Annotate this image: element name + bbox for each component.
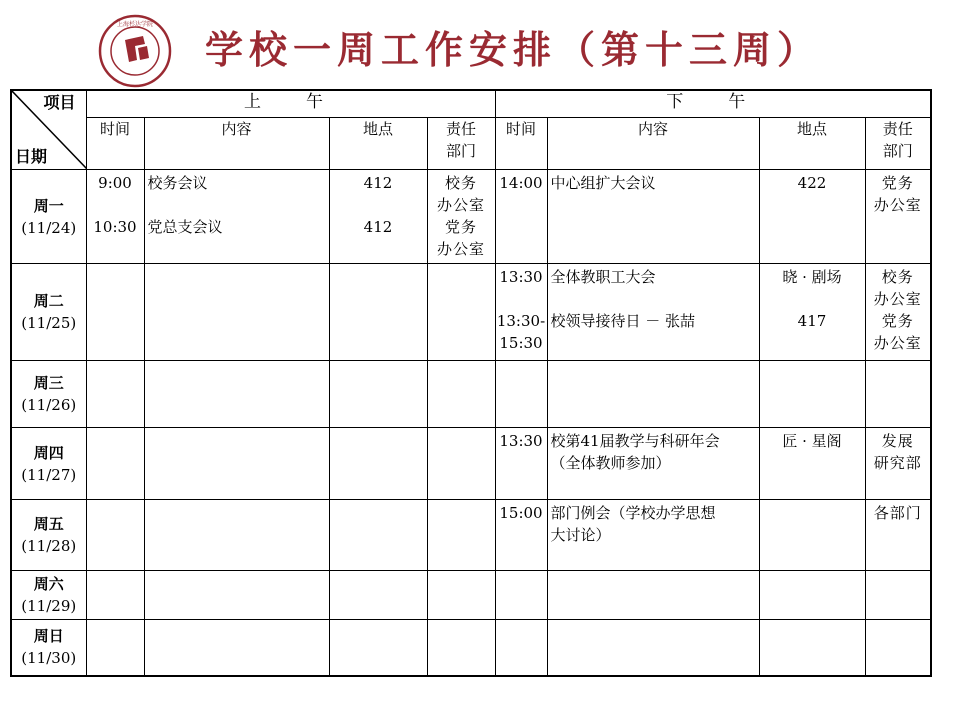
university-logo <box>98 14 172 88</box>
day-cell: 周五 (11/28) <box>11 500 86 571</box>
pm-time-header: 时间 <box>495 118 547 170</box>
pm-time-cell: 13:30 <box>495 428 547 500</box>
pm-location-header: 地点 <box>759 118 865 170</box>
am-time-cell <box>86 264 144 361</box>
item-label: 项目 <box>43 93 76 112</box>
am-dept-cell: 校务 办公室 党务 办公室 <box>427 170 495 264</box>
pm-time-cell: 15:00 <box>495 500 547 571</box>
am-content-cell <box>144 264 329 361</box>
corner-header-cell <box>11 90 86 170</box>
pm-content-cell: 中心组扩大会议 <box>547 170 759 264</box>
pm-time-cell: 14:00 <box>495 170 547 264</box>
am-dept-cell <box>427 264 495 361</box>
day-cell: 周四 (11/27) <box>11 428 86 500</box>
pm-dept-cell: 校务 办公室 党务 办公室 <box>865 264 931 361</box>
am-content-cell: 校务会议 党总支会议 <box>144 170 329 264</box>
table-row <box>11 428 931 500</box>
am-header: 上 午 <box>86 90 495 118</box>
day-cell: 周二 (11/25) <box>11 264 86 361</box>
page-title: 学校一周工作安排（第十三周） <box>205 27 822 72</box>
pm-header: 下 午 <box>495 90 931 118</box>
table-row <box>11 264 931 361</box>
pm-location-cell: 匠 · 星阁 <box>759 428 865 500</box>
pm-content-cell: 部门例会（学校办学思想 大讨论） <box>547 500 759 571</box>
pm-content-header: 内容 <box>547 118 759 170</box>
svg-text:上海杉达学院: 上海杉达学院 <box>116 21 154 28</box>
pm-time-cell: 13:30 13:30- 15:30 <box>495 264 547 361</box>
am-content-header: 内容 <box>144 118 329 170</box>
am-time-header: 时间 <box>86 118 144 170</box>
date-label: 日期 <box>15 147 48 166</box>
day-cell: 周日 (11/30) <box>11 620 86 676</box>
table-row <box>11 620 931 676</box>
am-location-header: 地点 <box>329 118 427 170</box>
pm-dept-header: 责任 部门 <box>865 118 931 170</box>
pm-location-cell <box>759 500 865 571</box>
day-cell: 周三 (11/26) <box>11 361 86 428</box>
am-dept-header: 责任 部门 <box>427 118 495 170</box>
pm-location-cell: 晓 · 剧场 417 <box>759 264 865 361</box>
day-cell: 周六 (11/29) <box>11 571 86 620</box>
schedule-table <box>10 89 932 677</box>
table-row <box>11 170 931 264</box>
pm-dept-cell: 发展 研究部 <box>865 428 931 500</box>
pm-dept-cell: 各部门 <box>865 500 931 571</box>
am-location-cell: 412 412 <box>329 170 427 264</box>
pm-dept-cell: 党务 办公室 <box>865 170 931 264</box>
table-row <box>11 361 931 428</box>
table-row <box>11 571 931 620</box>
table-row <box>11 500 931 571</box>
am-time-cell: 9:00 10:30 <box>86 170 144 264</box>
pm-location-cell: 422 <box>759 170 865 264</box>
pm-content-cell: 全体教职工大会 校领导接待日 － 张喆 <box>547 264 759 361</box>
day-cell: 周一 (11/24) <box>11 170 86 264</box>
am-location-cell <box>329 264 427 361</box>
pm-content-cell: 校第41届教学与科研年会 （全体教师参加） <box>547 428 759 500</box>
